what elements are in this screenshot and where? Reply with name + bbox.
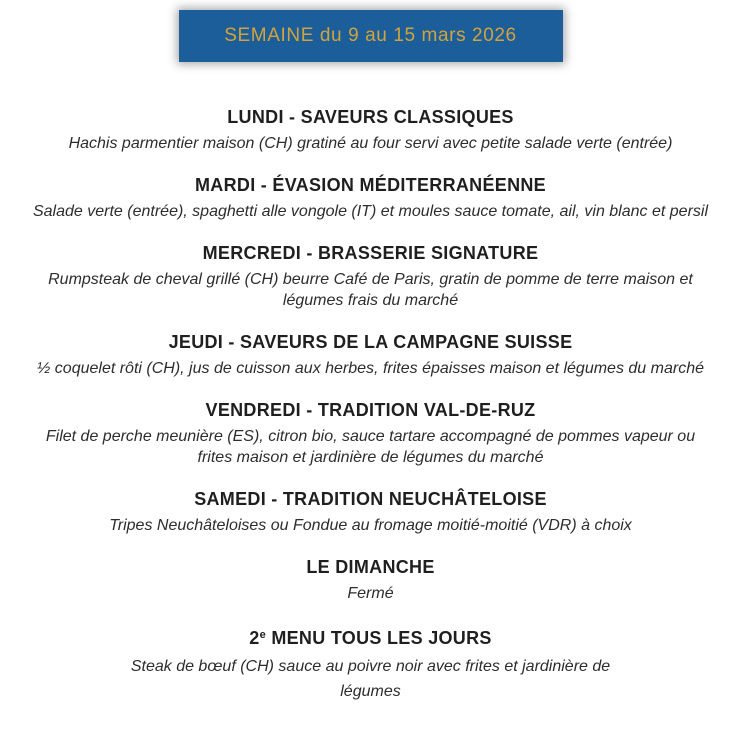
day-description: Salade verte (entrée), spaghetti alle vongole (IT) et moules sauce tomate, ail, vin blanc et persil: [32, 203, 708, 220]
week-banner-title: SEMAINE du 9 au 15 mars 2026: [224, 25, 517, 46]
menu-section-mercredi: [0, 242, 741, 311]
weekly-menu: [0, 106, 741, 704]
day-title: SAMEDI - TRADITION NEUCHÂTELOISE: [194, 489, 547, 509]
week-banner-container: [0, 0, 741, 62]
title-rest: MENU TOUS LES JOURS: [266, 628, 492, 648]
menu-section-dimanche: [0, 556, 741, 604]
menu-section-deuxieme-menu: [0, 624, 741, 704]
week-banner: [179, 10, 563, 62]
day-description: Fermé: [347, 585, 394, 602]
title-prefix: 2: [249, 628, 260, 648]
day-title: VENDREDI - TRADITION VAL-DE-RUZ: [205, 400, 536, 420]
day-title: MARDI - ÉVASION MÉDITERRANÉENNE: [195, 175, 546, 195]
menu-section-samedi: [0, 488, 741, 536]
menu-section-vendredi: [0, 399, 741, 468]
day-description: ½ coquelet rôti (CH), jus de cuisson aux herbes, frites épaisses maison et légumes du marché: [37, 360, 704, 377]
menu-section-jeudi: [0, 331, 741, 379]
day-title: MERCREDI - BRASSERIE SIGNATURE: [202, 243, 539, 263]
day-description: Steak de bœuf (CH) sauce au poivre noir avec frites et jardinière de légumes: [130, 658, 611, 700]
menu-section-lundi: [0, 106, 741, 154]
day-description: Filet de perche meunière (ES), citron bio, sauce tartare accompagné de pommes vapeur ou frites maison et jardinière de légumes du marché: [45, 428, 696, 466]
day-title: [0, 624, 741, 649]
day-description: Tripes Neuchâteloises ou Fondue au fromage moitié-moitié (VDR) à choix: [109, 517, 632, 534]
menu-section-mardi: [0, 174, 741, 222]
day-title: LE DIMANCHE: [306, 557, 435, 577]
day-title: LUNDI - SAVEURS CLASSIQUES: [227, 107, 514, 127]
day-description: Hachis parmentier maison (CH) gratiné au four servi avec petite salade verte (entrée): [68, 135, 673, 152]
day-description: Rumpsteak de cheval grillé (CH) beurre Café de Paris, gratin de pomme de terre maison et légumes frais du marché: [48, 271, 693, 309]
day-title: JEUDI - SAVEURS DE LA CAMPAGNE SUISSE: [168, 332, 573, 352]
title-superscript: e: [259, 629, 267, 641]
